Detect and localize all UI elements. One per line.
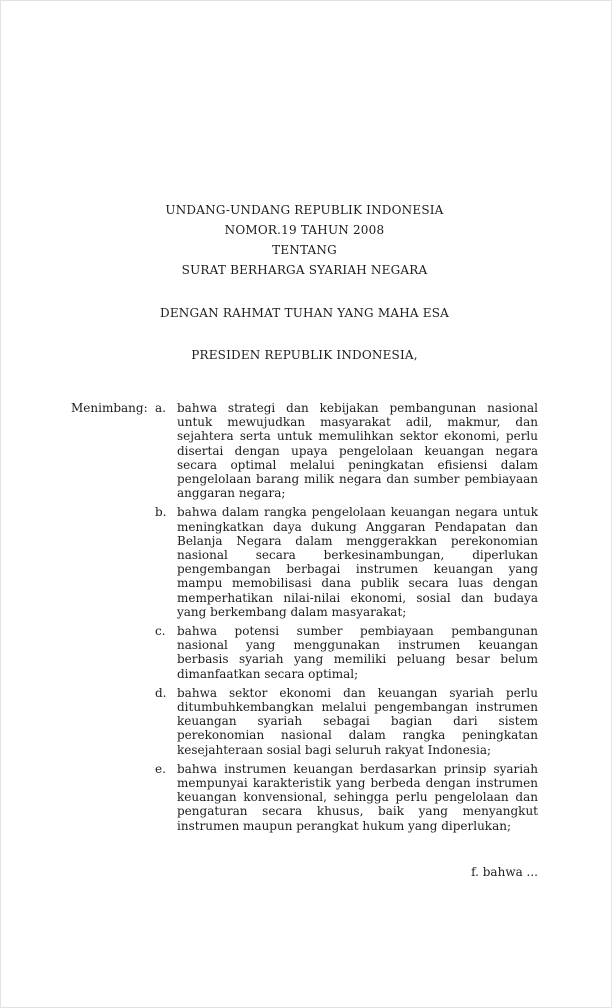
item-line: memperhatikan nilai-nilai ekonomi, sosial dan budaya: [177, 590, 538, 605]
item-text: [177, 624, 538, 681]
item-line: ditumbuhkembangkan melalui pengembangan instrumen: [177, 700, 538, 715]
item-line: sejahtera serta untuk memulihkan sektor ekonomi, perlu: [177, 429, 538, 444]
item-line: perekonomian nasional dalam rangka peningkatan: [177, 728, 538, 743]
considerans-items: [71, 401, 538, 833]
item-line: kesejahteraan sosial bagi seluruh rakyat Indonesia;: [177, 742, 492, 757]
item-line: mempunyai karakteristik yang berbeda dengan instrumen: [177, 776, 538, 791]
item-marker: c.: [155, 624, 166, 639]
motto-line: DENGAN RAHMAT TUHAN YANG MAHA ESA: [160, 306, 449, 320]
catchword: f. bahwa ...: [471, 865, 538, 879]
item-line: untuk mewujudkan masyarakat adil, makmur, dan: [177, 415, 538, 430]
considerans-item-a: [155, 401, 538, 500]
item-line: keuangan syariah sebagai bagian dari sistem: [177, 714, 538, 729]
considerans-item-b: [155, 505, 538, 619]
law-title-line: UNDANG-UNDANG REPUBLIK INDONESIA: [165, 203, 444, 217]
item-line: bahwa strategi dan kebijakan pembangunan nasional: [177, 401, 538, 415]
item-marker: a.: [155, 401, 166, 415]
considerans-item-e: [155, 762, 538, 833]
item-line: bahwa sektor ekonomi dan keuangan syariah perlu: [177, 685, 538, 700]
document-title-block: [71, 200, 538, 280]
item-marker: e.: [155, 761, 166, 776]
item-line: bahwa dalam rangka pengelolaan keuangan negara untuk: [177, 505, 538, 520]
item-marker: d.: [155, 685, 167, 700]
item-line: nasional secara berkesinambungan, diperlukan: [177, 548, 538, 563]
item-text: [177, 505, 538, 619]
item-text: [177, 401, 538, 500]
item-text: [177, 762, 538, 833]
menimbang-label: Menimbang:: [71, 401, 148, 415]
item-line: yang berkembang dalam masyarakat;: [177, 604, 407, 619]
preamble-opener-line: PRESIDEN REPUBLIK INDONESIA,: [191, 348, 418, 362]
item-line: mampu memobilisasi dana publik secara luas dengan: [177, 576, 538, 591]
item-line: disertai dengan upaya pengelolaan keuangan negara: [177, 443, 538, 458]
item-line: bahwa instrumen keuangan berdasarkan prinsip syariah: [177, 761, 538, 776]
considerans-section: [71, 401, 538, 833]
item-line: meningkatkan daya dukung Anggaran Pendapatan dan: [177, 519, 538, 534]
considerans-item-d: [155, 686, 538, 757]
item-line: Belanja Negara dalam menggerakkan perekonomian: [177, 533, 538, 548]
item-line: nasional yang menggunakan instrumen keuangan: [177, 638, 538, 653]
item-text: [177, 686, 538, 757]
considerans-item-c: [155, 624, 538, 681]
law-number-line: NOMOR.19 TAHUN 2008: [224, 223, 385, 237]
item-line: berbasis syariah yang memiliki peluang besar belum: [177, 652, 538, 667]
item-line: instrumen maupun perangkat hukum yang diperlukan;: [177, 818, 512, 833]
item-line: pengaturan secara khusus, baik yang menyangkut: [177, 804, 538, 819]
item-line: bahwa potensi sumber pembiayaan pembangunan: [177, 624, 538, 639]
item-line: anggaran negara;: [177, 486, 286, 501]
item-line: secara optimal melalui peningkatan efisiensi dalam: [177, 457, 538, 472]
item-marker: b.: [155, 505, 167, 520]
item-line: pengelolaan barang milik negara dan sumber pembiayaan: [177, 472, 538, 487]
item-line: dimanfaatkan secara optimal;: [177, 666, 359, 681]
item-line: pengembangan berbagai instrumen keuangan yang: [177, 562, 538, 577]
tentang-line: TENTANG: [272, 243, 337, 257]
law-subject-line: SURAT BERHARGA SYARIAH NEGARA: [181, 263, 428, 277]
item-line: keuangan konvensional, sehingga perlu pengelolaan dan: [177, 790, 538, 805]
